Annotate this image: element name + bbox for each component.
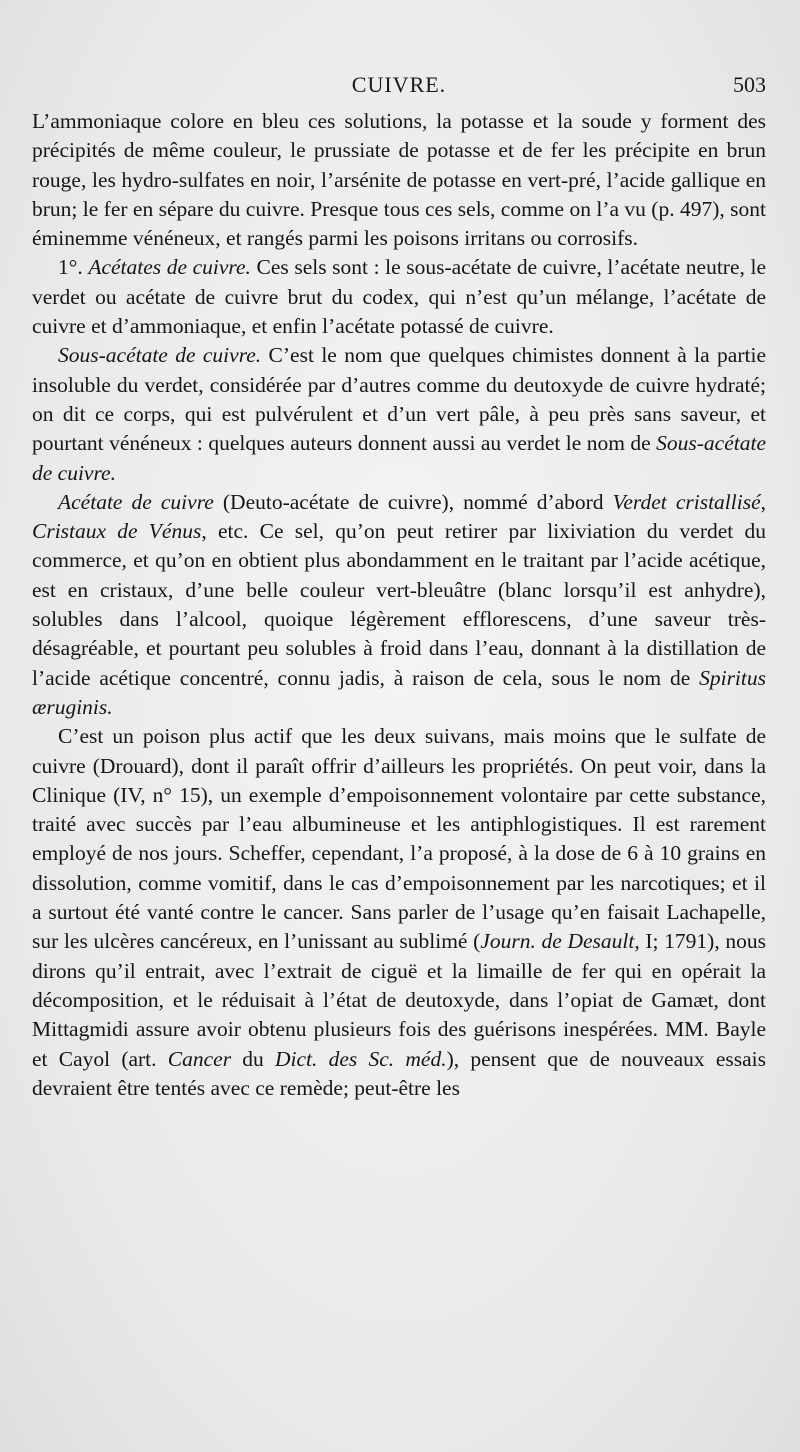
page-header bbox=[32, 72, 766, 106]
italic-text: Acétates de cuivre. bbox=[88, 255, 251, 280]
italic-text: Cristaux de Vénus bbox=[32, 519, 202, 544]
text-run: , I; 1791), nous dirons qu’il entrait, avec l’extrait de ciguë et la limaille de fer qui en opérait la décomposition, et le réduisait à l’état de deutoxyde, dans l’opiat de Gamæt, dont Mittagmidi assure avoir obtenu plusieurs fois des guérisons inespérées. MM. Bayle et Cayol (art. bbox=[32, 929, 766, 1071]
italic-text: Cancer bbox=[167, 1046, 232, 1071]
text-run: 1°. bbox=[58, 255, 89, 280]
text-run: L’ammoniaque colore en bleu ces solutions, la potasse et la soude y forment des précipités de même couleur, le prussiate de potasse et de fer les précipite en brun rouge, les hydro-sulfates en noir, l’arsénite de potasse en vert-pré, l’acide gallique en brun; le fer en sépare du cuivre. Presque tous ces sels, comme on l’a vu (p. 497), sont éminemme vénéneux, et rangés parmi les poisons irritans ou corrosifs. bbox=[32, 109, 766, 251]
text-run: C’est un poison plus actif que les deux suivans, mais moins que le sulfate de cuivre (Drouard), dont il paraît offrir d’ailleurs les propriétés. On peut voir, dans la Clinique (IV, n° 15), un exemple d’empoisonnement volontaire par cette substance, traité avec succès par l’eau albumineuse et les antiphlogistiques. Il est rarement employé de nos jours. Scheffer, cependant, l’a proposé, à la dose de 6 à 10 grains en dissolution, comme vomitif, dans le cas d’empoisonnement par les narcotiques; et il a surtout été vanté contre le cancer. Sans parler de l’usage qu’en faisait Lachapelle, sur les ulcères cancéreux, en l’unissant au sublimé ( bbox=[32, 724, 766, 954]
italic-text: Sous-acétate de cuivre. bbox=[32, 431, 766, 485]
paragraph bbox=[32, 107, 766, 253]
italic-text: Dict. des Sc. méd. bbox=[275, 1046, 447, 1071]
text-run: C’est le nom que quelques chimistes donnent à la partie insoluble du verdet, considérée par d’autres comme du deutoxyde de cuivre hydraté; on dit ce corps, qui est pulvérulent et d’un vert pâle, à peu près sans saveur, et pourtant vénéneux : quelques auteurs donnent aussi au verdet le nom de bbox=[32, 343, 766, 456]
text-run: du bbox=[231, 1046, 276, 1071]
paragraph bbox=[32, 722, 766, 1103]
text-run: Ces sels sont : le sous-acétate de cuivre, l’acétate neutre, le verdet ou acétate de cuivre brut du codex, qui n’est qu’un mélange, l’acétate de cuivre et d’ammoniaque, et enfin l’acétate potassé de cuivre. bbox=[32, 255, 766, 339]
text-run: (Deuto-acétate de cuivre), nommé d’abord bbox=[213, 489, 613, 514]
body-text bbox=[32, 107, 766, 1103]
italic-text: Verdet cristallisé bbox=[612, 489, 761, 514]
italic-text: Journ. de Desault bbox=[480, 929, 635, 954]
running-title: CUIVRE. bbox=[351, 72, 447, 97]
text-run: , etc. Ce sel, qu’on peut retirer par lixiviation du verdet du commerce, et qu’on en obtient plus abondamment en le traitant par l’acide acétique, est en cristaux, d’une belle couleur vert-bleuâtre (blanc lorsqu’il est anhydre), solubles dans l’alcool, quoique légèrement efflorescens, d’une saveur très-désagréable, et pourtant peu solubles à froid dans l’eau, donnant à la distillation de l’acide acétique concentré, connu jadis, à raison de cela, sous le nom de bbox=[32, 519, 766, 690]
italic-text: Acétate de cuivre bbox=[58, 489, 214, 514]
text-run: ), pensent que de nouveaux essais devraient être tentés avec ce remède; peut-être les bbox=[32, 1046, 767, 1100]
page-number: 503 bbox=[733, 72, 766, 97]
italic-text: Spiritus æruginis. bbox=[32, 665, 766, 719]
paragraph bbox=[32, 253, 766, 341]
text-run: , bbox=[760, 489, 767, 514]
paragraph bbox=[32, 341, 766, 487]
paragraph bbox=[32, 488, 766, 722]
italic-text: Sous-acétate de cuivre. bbox=[58, 343, 262, 368]
